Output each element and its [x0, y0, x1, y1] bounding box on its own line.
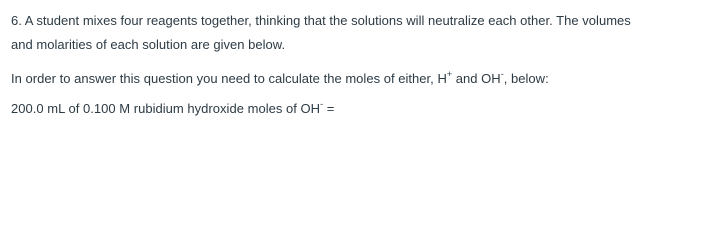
instruction-prefix: In order to answer this question you need to calculate the moles of either, H: [11, 71, 447, 86]
instruction-suffix: , below:: [503, 71, 549, 86]
instruction-text: [11, 69, 549, 89]
item-rubidium-hydroxide: [11, 99, 334, 119]
question-intro-line-2: and molarities of each solution are given below.: [11, 37, 286, 52]
oh-minus-superscript: -: [500, 68, 504, 79]
item-suffix: =: [323, 101, 335, 116]
instruction-mid: and OH: [452, 71, 501, 86]
h-plus-superscript: +: [446, 68, 453, 79]
item-prefix: 200.0 mL of 0.100 M rubidium hydroxide moles of OH: [11, 101, 321, 116]
item-oh-minus-superscript: -: [320, 98, 324, 109]
question-intro-line-1: 6. A student mixes four reagents together, thinking that the solutions will neutralize each other. The volumes: [11, 13, 631, 28]
